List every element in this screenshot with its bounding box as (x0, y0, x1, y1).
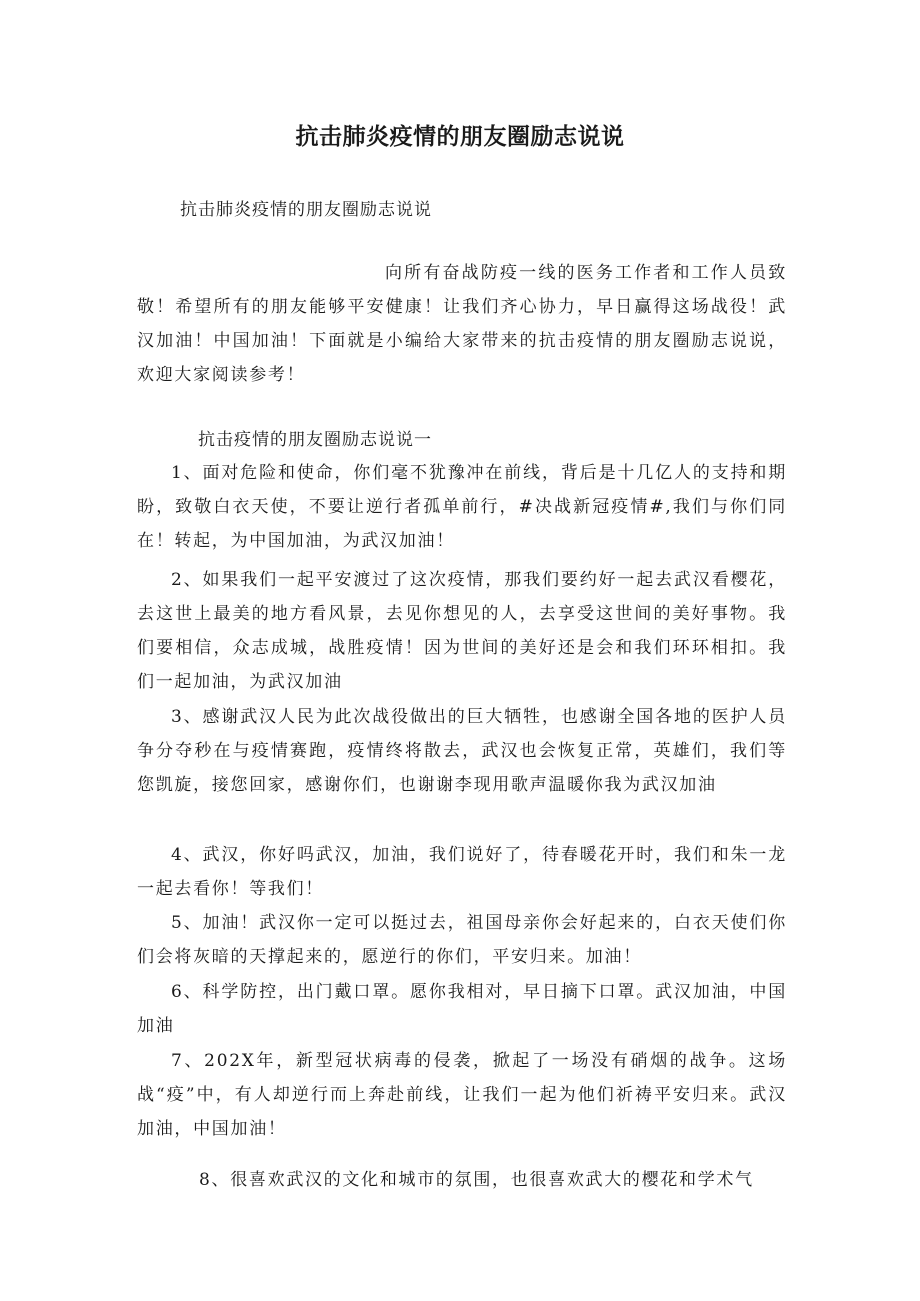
list-item: 1、面对危险和使命，你们毫不犹豫冲在前线，背后是十几亿人的支持和期盼，致敬白衣天使，不要让逆行者孤单前行，#决战新冠疫情#,我们与你们同在！转起，为中国加油，为武汉加油！ (137, 463, 787, 551)
list-item: 4、武汉，你好吗武汉，加油，我们说好了，待春暖花开时，我们和朱一龙一起去看你！等我们！ (137, 845, 787, 899)
document-subtitle: 抗击肺炎疫情的朋友圈励志说说 (180, 200, 432, 220)
section-heading: 抗击疫情的朋友圈励志说说一 (198, 430, 432, 450)
list-item: 7、202X年，新型冠状病毒的侵袭，掀起了一场没有硝烟的战争。这场战“疫”中，有人却逆行而上奔赴前线，让我们一起为他们祈祷平安归来。武汉加油，中国加油！ (137, 1051, 787, 1139)
list-item: 3、感谢武汉人民为此次战役做出的巨大牺牲，也感谢全国各地的医护人员争分夺秒在与疫情赛跑，疫情终将散去，武汉也会恢复正常，英雄们，我们等您凯旋，接您回家，感谢你们，也谢谢李现用歌声温暖你我为武汉加油 (137, 707, 787, 795)
list-item: 2、如果我们一起平安渡过了这次疫情，那我们要约好一起去武汉看樱花，去这世上最美的地方看风景，去见你想见的人，去享受这世间的美好事物。我们要相信，众志成城，战胜疫情！因为世间的美好还是会和我们环环相扣。我们一起加油，为武汉加油 (137, 570, 787, 692)
document-title: 抗击肺炎疫情的朋友圈励志说说 (295, 124, 625, 150)
list-item: 6、科学防控，出门戴口罩。愿你我相对，早日摘下口罩。武汉加油，中国加油 (137, 982, 787, 1036)
intro-paragraph: 向所有奋战防疫一线的医务工作者和工作人员致敬！希望所有的朋友能够平安健康！让我们齐心协力，早日赢得这场战役！武汉加油！中国加油！下面就是小编给大家带来的抗击疫情的朋友圈励志说说，欢迎大家阅读参考！ (137, 263, 787, 385)
list-item: 8、很喜欢武汉的文化和城市的氛围，也很喜欢武大的樱花和学术气 (199, 1170, 754, 1190)
list-item: 5、加油！武汉你一定可以挺过去，祖国母亲你会好起来的，白衣天使们你们会将灰暗的天撑起来的，愿逆行的你们，平安归来。加油！ (137, 913, 787, 967)
